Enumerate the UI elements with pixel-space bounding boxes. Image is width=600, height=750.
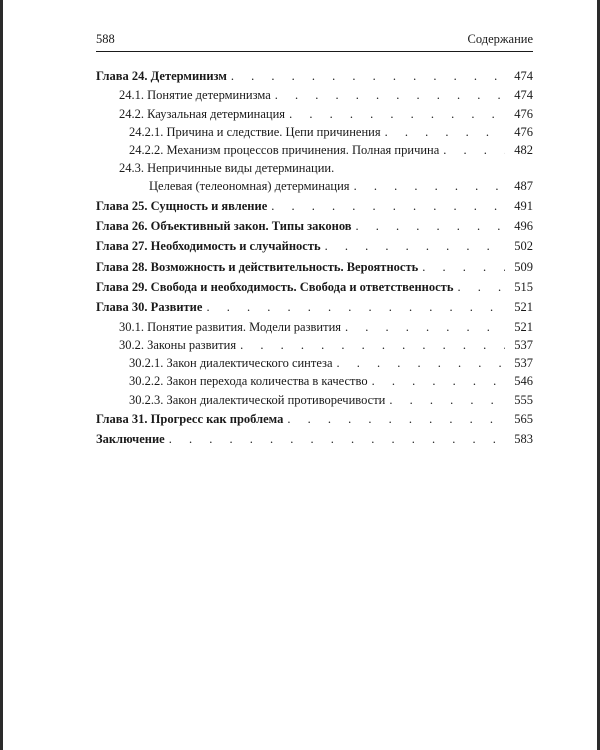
toc-entry-page: 546 — [514, 374, 533, 389]
toc-entry-label: 30.2.1. Закон диалектического синтеза — [129, 356, 333, 371]
toc-entry-label: Глава 27. Необходимость и случайность — [96, 239, 321, 254]
dot-leader — [325, 236, 505, 256]
toc-entry-label: 24.2.1. Причина и следствие. Цепи причинения — [129, 124, 381, 139]
toc-entry-label: 30.2. Законы развития — [119, 338, 237, 353]
toc-chapter-entry[interactable] — [96, 277, 533, 297]
table-of-contents — [96, 66, 533, 450]
toc-chapter-entry[interactable] — [96, 66, 533, 86]
running-head — [96, 32, 533, 50]
toc-entry-label: Глава 25. Сущность и явление — [96, 198, 268, 213]
dot-leader — [206, 297, 505, 317]
dot-leader — [287, 409, 505, 429]
toc-entry-page: 583 — [514, 432, 533, 447]
toc-entry-page: 565 — [514, 411, 533, 426]
toc-entry-label: 24.2. Каузальная детерминация — [119, 106, 286, 121]
toc-entry-page: 502 — [514, 239, 533, 254]
toc-entry-page: 476 — [514, 124, 533, 139]
toc-section-entry[interactable] — [96, 391, 533, 409]
toc-section-entry[interactable] — [96, 86, 533, 104]
header-rule — [96, 51, 533, 52]
dot-leader — [356, 216, 505, 236]
toc-entry-label: Целевая (телеономная) детерминация — [149, 179, 350, 194]
dot-leader — [275, 86, 505, 104]
toc-entry-label: Глава 24. Детерминизм — [96, 69, 227, 83]
toc-entry-page: 474 — [514, 88, 533, 103]
toc-entry-page: 537 — [514, 356, 533, 371]
toc-entry-page: 474 — [514, 69, 533, 83]
toc-entry-page: 521 — [514, 300, 533, 315]
toc-entry-page: 521 — [514, 319, 533, 334]
dot-leader — [372, 372, 505, 390]
dot-leader — [345, 318, 505, 336]
dot-leader — [385, 123, 505, 141]
toc-entry-page: 491 — [514, 198, 533, 213]
toc-section-entry[interactable] — [96, 105, 533, 123]
toc-entry-label: 24.2.2. Механизм процессов причинения. Полная причина — [129, 142, 440, 157]
toc-entry-page: 537 — [514, 338, 533, 353]
toc-entry-label: 30.2.2. Закон перехода количества в качество — [129, 374, 368, 389]
toc-entry-label: 24.3. Непричинные виды детерминации. — [119, 161, 335, 176]
scan-edge-left — [0, 0, 3, 750]
toc-section-entry[interactable] — [96, 141, 533, 159]
toc-chapter-entry[interactable] — [96, 236, 533, 256]
toc-entry-page: 509 — [514, 259, 533, 274]
toc-section-entry[interactable] — [96, 159, 533, 177]
dot-leader — [354, 177, 505, 195]
toc-entry-label: Глава 26. Объективный закон. Типы законов — [96, 218, 352, 233]
toc-section-entry[interactable] — [96, 372, 533, 390]
dot-leader — [231, 66, 505, 86]
toc-entry-label: Заключение — [96, 432, 165, 447]
toc-entry-page: 496 — [514, 218, 533, 233]
toc-entry-label: 30.2.3. Закон диалектической противоречивости — [129, 392, 386, 407]
toc-entry-label: Глава 29. Свобода и необходимость. Свобода и ответственность — [96, 280, 454, 295]
toc-entry-page: 476 — [514, 106, 533, 121]
toc-section-entry[interactable] — [96, 336, 533, 354]
toc-chapter-entry[interactable] — [96, 257, 533, 277]
toc-entry-label: 24.1. Понятие детерминизма — [119, 88, 271, 103]
toc-entry-label: Глава 31. Прогресс как проблема — [96, 411, 284, 426]
dot-leader — [289, 105, 505, 123]
dot-leader — [443, 141, 505, 159]
dot-leader — [422, 257, 505, 277]
toc-chapter-entry[interactable] — [96, 429, 533, 449]
toc-chapter-entry[interactable] — [96, 216, 533, 236]
toc-entry-page: 555 — [514, 392, 533, 407]
toc-section-entry[interactable] — [96, 354, 533, 372]
toc-entry-label: 30.1. Понятие развития. Модели развития — [119, 319, 342, 334]
toc-entry-page: 515 — [514, 280, 533, 295]
page-number: 588 — [96, 32, 115, 46]
toc-chapter-entry[interactable] — [96, 409, 533, 429]
dot-leader — [337, 354, 505, 372]
dot-leader — [240, 336, 505, 354]
dot-leader — [271, 196, 505, 216]
toc-entry-label: Глава 28. Возможность и действительность. Вероятность — [96, 259, 419, 274]
toc-section-entry[interactable] — [96, 123, 533, 141]
toc-entry-page: 487 — [514, 179, 533, 194]
dot-leader — [169, 429, 505, 449]
toc-chapter-entry[interactable] — [96, 297, 533, 317]
toc-entry-label: Глава 30. Развитие — [96, 300, 203, 315]
toc-section-entry[interactable] — [96, 177, 533, 195]
dot-leader — [389, 391, 505, 409]
toc-entry-page: 482 — [514, 142, 533, 157]
dot-leader — [457, 277, 505, 297]
toc-chapter-entry[interactable] — [96, 196, 533, 216]
section-title: Содержание — [467, 32, 533, 46]
toc-section-entry[interactable] — [96, 318, 533, 336]
